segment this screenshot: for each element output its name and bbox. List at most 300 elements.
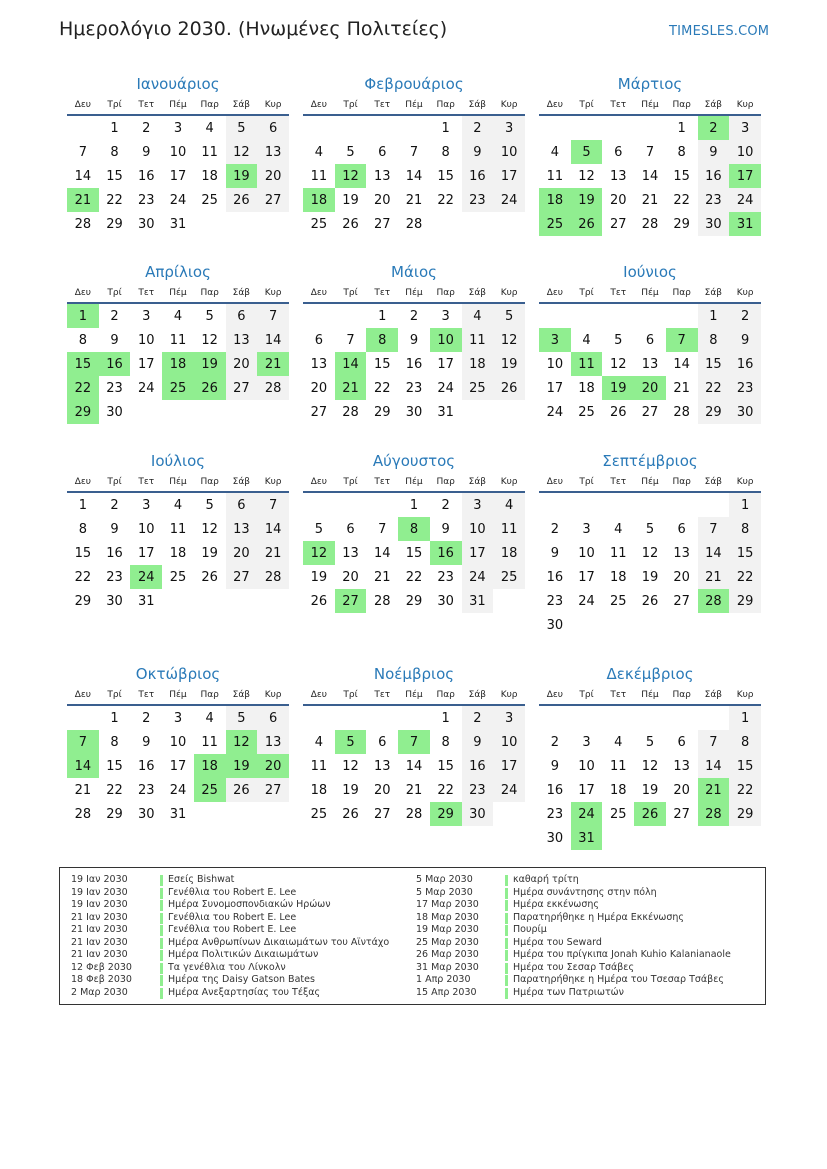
month-grid: [539, 96, 761, 236]
month-grid: [67, 686, 289, 826]
day-cell: 30: [137, 216, 155, 232]
day-cell: 2: [110, 497, 119, 513]
day-cell: 15: [106, 168, 123, 184]
empty-cell: [493, 400, 525, 424]
holiday-name: Ημέρα Πολιτικών Δικαιωμάτων: [168, 949, 319, 960]
weekday-header: Πέμ: [162, 284, 194, 303]
day-cell: 17: [137, 356, 155, 372]
day-cell: 16: [462, 164, 494, 188]
day-cell: 2: [462, 115, 494, 140]
day-cell: 27: [310, 404, 328, 420]
day-cell: 17: [169, 758, 187, 774]
empty-cell: [194, 802, 226, 826]
holiday-row: [416, 874, 761, 887]
day-cell: 16: [106, 545, 123, 561]
day-cell: 8: [110, 144, 119, 160]
day-cell: 27: [226, 565, 258, 589]
weekday-header: Κυρ: [257, 686, 289, 705]
weekday-header: Δευ: [539, 284, 571, 303]
weekday-header: Πέμ: [398, 686, 430, 705]
weekday-header: Δευ: [539, 473, 571, 492]
day-cell: 14: [641, 168, 659, 184]
day-cell: 7: [378, 521, 387, 537]
day-cell: 7: [645, 144, 655, 160]
holiday-name: Ημέρα Ανεξαρτησίας του Τέξας: [168, 986, 321, 998]
day-cell: 27: [335, 589, 367, 613]
empty-cell: [539, 303, 571, 328]
day-cell: 10: [169, 734, 187, 750]
day-cell: 21: [641, 192, 659, 208]
day-cell: 16: [99, 352, 131, 376]
empty-cell: [602, 303, 634, 328]
day-cell: 17: [729, 164, 761, 188]
day-cell: 17: [578, 782, 595, 798]
weekday-header: Δευ: [539, 686, 571, 705]
day-cell: 29: [106, 216, 123, 232]
day-cell: 18: [162, 352, 194, 376]
day-cell: 9: [110, 332, 119, 348]
day-cell: 3: [539, 328, 571, 352]
day-cell: 10: [430, 328, 462, 352]
weekday-header: Πέμ: [634, 686, 666, 705]
day-cell: 18: [194, 754, 226, 778]
day-cell: 8: [110, 734, 119, 750]
day-cell: 11: [201, 734, 218, 750]
holiday-row: [71, 924, 411, 937]
day-cell: 19: [226, 164, 258, 188]
day-cell: 6: [677, 521, 686, 537]
day-cell: 20: [373, 192, 391, 208]
day-cell: 7: [257, 303, 289, 328]
day-cell: 20: [226, 541, 258, 565]
brand-link[interactable]: TIMESLES.COM: [669, 24, 770, 39]
holiday-name: Ημέρα Συνομοσπονδιακών Ηρώων: [168, 899, 331, 910]
weekday-header: Σάβ: [698, 96, 730, 115]
day-cell: 8: [677, 144, 686, 160]
holiday-date: 18 Φεβ 2030: [71, 974, 132, 985]
month-title: Απρίλιος: [145, 263, 211, 281]
day-cell: 4: [614, 521, 623, 537]
empty-cell: [303, 303, 335, 328]
day-cell: 5: [614, 332, 623, 348]
day-cell: 28: [74, 806, 92, 822]
day-cell: 10: [462, 517, 494, 541]
empty-cell: [698, 492, 730, 517]
day-cell: 6: [677, 734, 686, 750]
empty-cell: [729, 613, 761, 637]
empty-cell: [335, 705, 367, 730]
holiday-name: Παρατηρήθηκε η Ημέρα του Τσεσαρ Τσάβες: [513, 974, 724, 985]
weekday-header: Σάβ: [698, 284, 730, 303]
day-cell: 31: [137, 593, 155, 609]
day-cell: 13: [673, 758, 690, 774]
day-cell: 29: [74, 593, 92, 609]
holiday-row: [71, 899, 411, 912]
day-cell: 13: [226, 517, 258, 541]
day-cell: 8: [441, 144, 450, 160]
holiday-date: 21 Ιαν 2030: [71, 911, 128, 923]
day-cell: 26: [641, 593, 659, 609]
empty-cell: [130, 400, 162, 424]
day-cell: 16: [546, 782, 564, 798]
day-cell: 31: [571, 826, 603, 850]
day-cell: 24: [493, 778, 525, 802]
day-cell: 14: [67, 754, 99, 778]
day-cell: 19: [602, 376, 634, 400]
day-cell: 6: [257, 115, 289, 140]
weekday-header: Τρί: [99, 284, 131, 303]
day-cell: 1: [698, 303, 730, 328]
day-cell: 3: [582, 521, 591, 537]
month-title: Ιούνιος: [623, 263, 677, 281]
holiday-row: [71, 887, 411, 900]
holiday-marker: [160, 975, 163, 986]
month-grid: [67, 284, 289, 424]
day-cell: 19: [571, 188, 603, 212]
day-cell: 22: [437, 782, 454, 798]
day-cell: 30: [698, 212, 730, 236]
day-cell: 20: [226, 352, 258, 376]
weekday-header: Τετ: [602, 284, 634, 303]
month-calendar: [303, 72, 525, 236]
day-cell: 21: [698, 778, 730, 802]
day-cell: 25: [310, 216, 328, 232]
empty-cell: [602, 613, 634, 637]
holiday-marker: [505, 900, 508, 911]
day-cell: 15: [106, 758, 123, 774]
weekday-header: Πέμ: [162, 473, 194, 492]
day-cell: 22: [729, 565, 761, 589]
weekday-header: Πέμ: [398, 473, 430, 492]
day-cell: 12: [578, 168, 595, 184]
day-cell: 19: [226, 754, 258, 778]
day-cell: 30: [405, 404, 423, 420]
day-cell: 18: [169, 545, 187, 561]
day-cell: 25: [609, 593, 627, 609]
day-cell: 27: [373, 806, 391, 822]
day-cell: 2: [550, 521, 559, 537]
day-cell: 20: [257, 754, 289, 778]
weekday-header: Τετ: [130, 473, 162, 492]
day-cell: 14: [698, 541, 730, 565]
weekday-header: Τετ: [602, 473, 634, 492]
holiday-marker: [505, 888, 508, 899]
empty-cell: [398, 115, 430, 140]
day-cell: 15: [437, 758, 454, 774]
day-cell: 13: [257, 140, 289, 164]
month-title: Ιανουάριος: [136, 75, 220, 93]
day-cell: 19: [641, 569, 659, 585]
holiday-list: [59, 867, 766, 1005]
weekday-header: Πέμ: [634, 284, 666, 303]
holiday-marker: [160, 875, 163, 886]
holiday-marker: [505, 875, 508, 886]
day-cell: 27: [226, 376, 258, 400]
weekday-header: Παρ: [194, 686, 226, 705]
day-cell: 3: [142, 497, 151, 513]
day-cell: 30: [106, 404, 123, 420]
weekday-header: Παρ: [666, 96, 698, 115]
empty-cell: [634, 826, 666, 850]
month-grid: [539, 284, 761, 424]
day-cell: 7: [398, 730, 430, 754]
empty-cell: [194, 589, 226, 613]
day-cell: 11: [571, 352, 603, 376]
month-title: Φεβρουάριος: [364, 75, 464, 93]
day-cell: 1: [110, 710, 119, 726]
day-cell: 3: [493, 705, 525, 730]
holiday-name: Ημέρα του Σεσαρ Τσάβες: [513, 961, 635, 973]
weekday-header: Κυρ: [729, 473, 761, 492]
weekday-header: Δευ: [303, 96, 335, 115]
weekday-header: Σάβ: [226, 686, 258, 705]
day-cell: 14: [405, 168, 423, 184]
month-calendar: [67, 72, 289, 236]
day-cell: 4: [314, 734, 323, 750]
day-cell: 22: [437, 192, 454, 208]
weekday-header: Δευ: [303, 473, 335, 492]
day-cell: 7: [78, 144, 87, 160]
day-cell: 2: [142, 710, 151, 726]
day-cell: 29: [673, 216, 690, 232]
day-cell: 20: [673, 782, 690, 798]
day-cell: 30: [106, 593, 123, 609]
day-cell: 10: [729, 140, 761, 164]
day-cell: 9: [462, 730, 494, 754]
month-title: Αύγουστος: [372, 452, 456, 470]
empty-cell: [162, 589, 194, 613]
day-cell: 17: [169, 168, 187, 184]
day-cell: 4: [462, 303, 494, 328]
day-cell: 6: [226, 492, 258, 517]
holiday-date: 1 Απρ 2030: [416, 974, 471, 985]
holiday-row: [416, 962, 761, 975]
day-cell: 2: [409, 308, 419, 324]
holiday-name: Τα γενέθλια του Λίνκολν: [168, 961, 286, 973]
day-cell: 21: [405, 782, 423, 798]
weekday-header: Τετ: [130, 96, 162, 115]
day-cell: 24: [130, 565, 162, 589]
month-title: Σεπτέμβριος: [602, 452, 698, 470]
holiday-name: Ημέρα συνάντησης στην πόλη: [513, 886, 657, 898]
empty-cell: [539, 492, 571, 517]
weekday-header: Σάβ: [226, 96, 258, 115]
holiday-marker: [160, 988, 163, 999]
holiday-date: 5 Μαρ 2030: [416, 874, 473, 885]
day-cell: 22: [405, 569, 423, 585]
day-cell: 22: [698, 376, 730, 400]
day-cell: 26: [194, 376, 226, 400]
weekday-header: Παρ: [430, 96, 462, 115]
day-cell: 8: [78, 521, 87, 537]
empty-cell: [698, 826, 730, 850]
empty-cell: [335, 115, 367, 140]
day-cell: 24: [169, 782, 187, 798]
day-cell: 23: [106, 569, 123, 585]
day-cell: 11: [546, 168, 564, 184]
empty-cell: [571, 303, 603, 328]
day-cell: 8: [78, 332, 87, 348]
day-cell: 5: [335, 730, 367, 754]
day-cell: 24: [493, 188, 525, 212]
day-cell: 9: [729, 328, 761, 352]
empty-cell: [366, 492, 398, 517]
holiday-marker: [160, 950, 163, 961]
day-cell: 11: [201, 144, 218, 160]
day-cell: 17: [462, 541, 494, 565]
day-cell: 10: [137, 521, 155, 537]
day-cell: 24: [169, 192, 187, 208]
day-cell: 27: [673, 806, 690, 822]
empty-cell: [634, 115, 666, 140]
day-cell: 25: [578, 404, 595, 420]
month-calendar: [539, 260, 761, 424]
day-cell: 17: [437, 356, 454, 372]
weekday-header: Τρί: [335, 473, 367, 492]
day-cell: 5: [645, 734, 655, 750]
holiday-date: 31 Μαρ 2030: [416, 961, 479, 973]
day-cell: 5: [226, 115, 258, 140]
day-cell: 8: [729, 730, 761, 754]
day-cell: 14: [74, 168, 92, 184]
empty-cell: [226, 589, 258, 613]
empty-cell: [194, 400, 226, 424]
day-cell: 23: [137, 192, 155, 208]
empty-cell: [539, 115, 571, 140]
day-cell: 18: [493, 541, 525, 565]
day-cell: 24: [578, 593, 595, 609]
empty-cell: [366, 115, 398, 140]
day-cell: 22: [67, 376, 99, 400]
day-cell: 7: [67, 730, 99, 754]
weekday-header: Πέμ: [634, 473, 666, 492]
holiday-marker: [505, 988, 508, 999]
empty-cell: [366, 705, 398, 730]
empty-cell: [602, 115, 634, 140]
holiday-row: [71, 974, 411, 987]
holiday-row: [71, 987, 411, 1000]
weekday-header: Κυρ: [729, 284, 761, 303]
day-cell: 29: [698, 400, 730, 424]
holiday-date: 19 Ιαν 2030: [71, 899, 128, 910]
day-cell: 31: [169, 216, 187, 232]
day-cell: 18: [462, 352, 494, 376]
day-cell: 14: [257, 328, 289, 352]
empty-cell: [226, 802, 258, 826]
weekday-header: Τρί: [335, 284, 367, 303]
empty-cell: [666, 705, 698, 730]
day-cell: 14: [698, 754, 730, 778]
day-cell: 9: [698, 140, 730, 164]
day-cell: 26: [342, 806, 359, 822]
day-cell: 16: [698, 164, 730, 188]
weekday-header: Τετ: [366, 473, 398, 492]
day-cell: 15: [673, 168, 690, 184]
day-cell: 3: [462, 492, 494, 517]
day-cell: 18: [303, 188, 335, 212]
day-cell: 2: [550, 734, 559, 750]
empty-cell: [430, 212, 462, 236]
day-cell: 6: [378, 144, 387, 160]
day-cell: 25: [169, 569, 187, 585]
holiday-date: 2 Μαρ 2030: [71, 986, 128, 998]
holiday-name: Εσείς Bishwat: [168, 874, 235, 885]
day-cell: 28: [698, 589, 730, 613]
day-cell: 18: [609, 569, 627, 585]
day-cell: 14: [673, 356, 690, 372]
holiday-marker: [160, 925, 163, 936]
weekday-header: Δευ: [67, 96, 99, 115]
holiday-name: Ημέρα εκκένωσης: [513, 899, 599, 910]
weekday-header: Δευ: [303, 284, 335, 303]
day-cell: 21: [257, 541, 289, 565]
day-cell: 18: [310, 782, 328, 798]
day-cell: 21: [335, 376, 367, 400]
day-cell: 9: [142, 734, 151, 750]
day-cell: 3: [493, 115, 525, 140]
day-cell: 3: [173, 710, 183, 726]
day-cell: 21: [405, 192, 423, 208]
day-cell: 22: [729, 778, 761, 802]
day-cell: 26: [342, 216, 359, 232]
day-cell: 8: [398, 517, 430, 541]
day-cell: 20: [310, 380, 328, 396]
day-cell: 21: [74, 782, 92, 798]
day-cell: 3: [729, 115, 761, 140]
day-cell: 12: [226, 730, 258, 754]
day-cell: 18: [539, 188, 571, 212]
day-cell: 6: [257, 705, 289, 730]
day-cell: 10: [578, 758, 595, 774]
day-cell: 3: [173, 120, 183, 136]
day-cell: 28: [405, 806, 423, 822]
day-cell: 5: [346, 144, 355, 160]
day-cell: 9: [462, 140, 494, 164]
empty-cell: [539, 705, 571, 730]
day-cell: 6: [614, 144, 623, 160]
weekday-header: Τετ: [366, 96, 398, 115]
day-cell: 15: [729, 541, 761, 565]
empty-cell: [162, 400, 194, 424]
weekday-header: Κυρ: [257, 96, 289, 115]
weekday-header: Τρί: [335, 96, 367, 115]
empty-cell: [462, 212, 494, 236]
month-title: Μάρτιος: [617, 75, 683, 93]
month-grid: [303, 473, 525, 613]
day-cell: 8: [729, 517, 761, 541]
day-cell: 3: [582, 734, 591, 750]
day-cell: 17: [493, 754, 525, 778]
holiday-row: [71, 912, 411, 925]
day-cell: 23: [546, 806, 564, 822]
day-cell: 28: [257, 376, 289, 400]
weekday-header: Σάβ: [698, 473, 730, 492]
day-cell: 7: [346, 332, 355, 348]
month-grid: [303, 96, 525, 236]
day-cell: 12: [641, 545, 659, 561]
day-cell: 23: [137, 782, 155, 798]
day-cell: 17: [493, 164, 525, 188]
weekday-header: Τρί: [99, 686, 131, 705]
day-cell: 25: [609, 806, 627, 822]
day-cell: 25: [194, 778, 226, 802]
day-cell: 21: [373, 569, 391, 585]
month-grid: [67, 96, 289, 236]
weekday-header: Δευ: [67, 686, 99, 705]
day-cell: 7: [666, 328, 698, 352]
day-cell: 19: [342, 782, 359, 798]
day-cell: 9: [441, 521, 450, 537]
